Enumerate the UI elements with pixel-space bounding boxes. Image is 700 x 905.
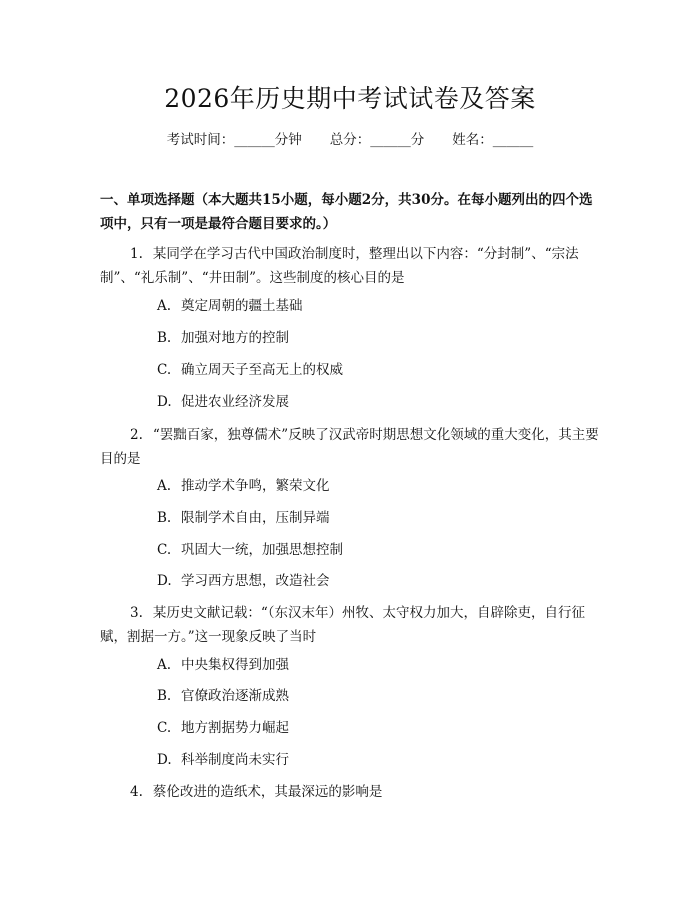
option-letter: C. (157, 542, 172, 558)
question-2-option-a (157, 476, 330, 496)
question-3-option-c (157, 718, 289, 738)
question-4 (100, 780, 600, 804)
option-letter: D. (157, 752, 172, 768)
exam-info-line (0, 130, 700, 150)
question-1-option-a (157, 296, 303, 316)
question-text: 某历史文献记载：“（东汉末年）州牧、太守权力加大，自辟除吏，自行征赋，割据一方。”这一现象反映了当时 (100, 605, 586, 645)
option-text: 促进农业经济发展 (181, 394, 289, 410)
question-2-option-d (157, 571, 330, 591)
question-2-option-c (157, 540, 343, 560)
page-title: 2026年历史期中考试试卷及答案 (164, 84, 536, 113)
question-1 (100, 242, 600, 290)
section-heading: 一、单项选择题（本大题共15小题，每小题2分，共30分。在每小题列出的四个选项中，只有一项是最符合题目要求的。） (100, 192, 593, 232)
question-number: 3. (130, 605, 143, 621)
question-number: 4. (130, 784, 143, 800)
option-letter: B. (157, 510, 172, 526)
option-letter: D. (157, 394, 172, 410)
option-text: 地方割据势力崛起 (181, 720, 289, 736)
question-number: 1. (130, 246, 143, 262)
question-2-option-b (157, 508, 330, 528)
option-text: 确立周天子至高无上的权威 (181, 362, 343, 378)
question-text: 某同学在学习古代中国政治制度时，整理出以下内容：“分封制”、“宗法制”、“礼乐制”、“井田制”。这些制度的核心目的是 (100, 246, 579, 286)
question-text: 蔡伦改进的造纸术，其最深远的影响是 (152, 784, 383, 800)
option-letter: A. (157, 657, 172, 673)
student-name-label: 姓名：______ (452, 132, 534, 148)
option-letter: D. (157, 573, 172, 589)
option-letter: C. (157, 362, 172, 378)
total-score-label: 总分：______分 (329, 132, 425, 148)
option-letter: A. (157, 478, 172, 494)
option-letter: B. (157, 330, 172, 346)
option-text: 限制学术自由，压制异端 (181, 510, 330, 526)
option-letter: A. (157, 298, 172, 314)
question-text: “罢黜百家，独尊儒术”反映了汉武帝时期思想文化领域的重大变化，其主要目的是 (100, 427, 599, 467)
exam-time-label: 考试时间：______分钟 (166, 132, 302, 148)
question-2 (100, 423, 600, 471)
option-text: 奠定周朝的疆土基础 (181, 298, 303, 314)
question-3-option-a (157, 655, 289, 675)
question-number: 2. (130, 427, 143, 443)
question-3-option-d (157, 750, 289, 770)
option-text: 加强对地方的控制 (181, 330, 289, 346)
question-1-option-c (157, 360, 343, 380)
question-1-option-d (157, 392, 289, 412)
option-letter: C. (157, 720, 172, 736)
question-1-option-b (157, 328, 289, 348)
option-text: 中央集权得到加强 (181, 657, 289, 673)
option-letter: B. (157, 688, 172, 704)
option-text: 官僚政治逐渐成熟 (181, 688, 289, 704)
option-text: 学习西方思想，改造社会 (181, 573, 330, 589)
option-text: 科举制度尚未实行 (181, 752, 289, 768)
option-text: 巩固大一统，加强思想控制 (181, 542, 343, 558)
question-3-option-b (157, 686, 289, 706)
option-text: 推动学术争鸣，繁荣文化 (181, 478, 330, 494)
question-3 (100, 601, 600, 649)
